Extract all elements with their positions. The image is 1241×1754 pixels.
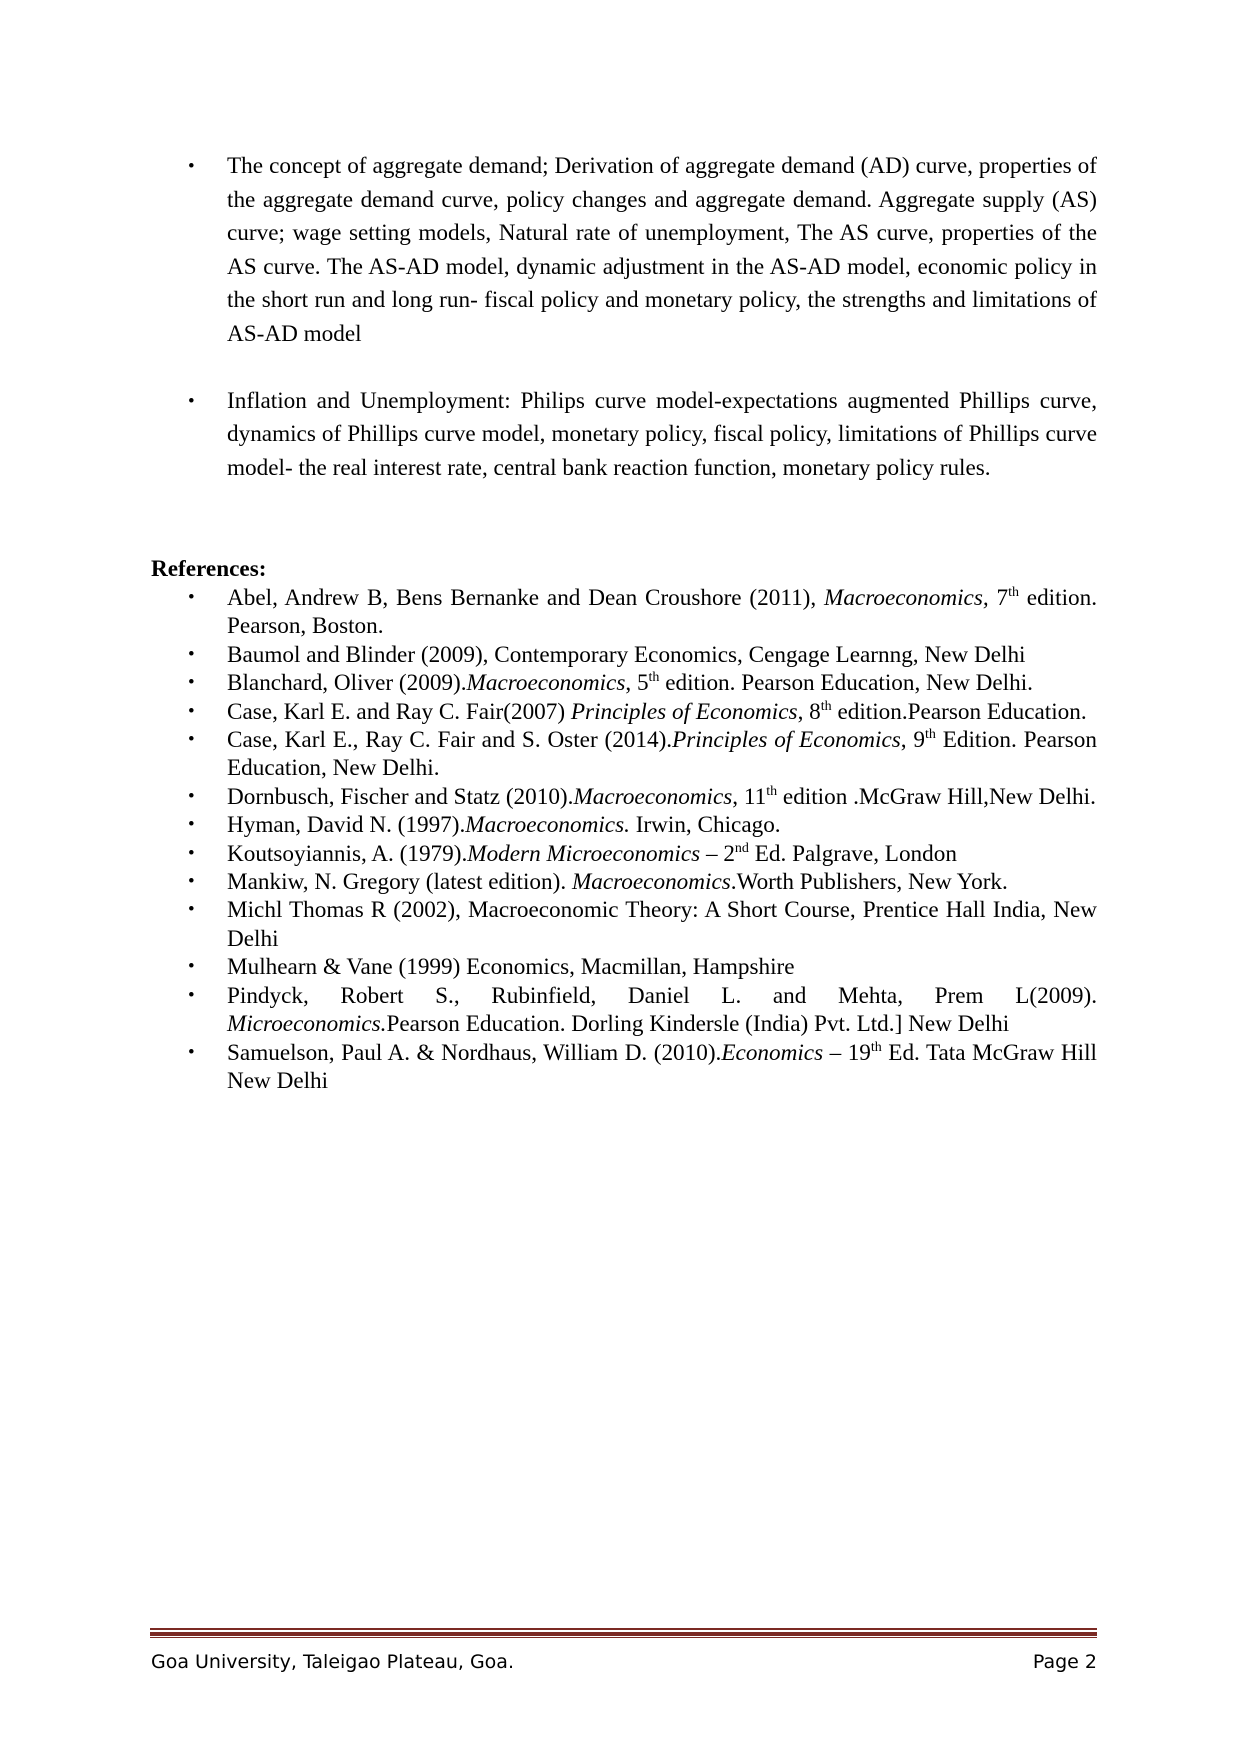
reference-item bbox=[150, 982, 1097, 1039]
reference-edition-suffix: th bbox=[766, 783, 778, 799]
reference-edition: , 5 bbox=[625, 670, 649, 697]
reference-publisher: Edition. Pearson Education, New Delhi. bbox=[227, 727, 1097, 782]
reference-authors: Michl Thomas R (2002), Macroeconomic Theory: A Short Course, Prentice Hall India, New Delhi bbox=[227, 897, 1097, 952]
reference-item bbox=[150, 584, 1097, 641]
bullet-icon: • bbox=[188, 814, 195, 836]
page-number: Page 2 bbox=[1032, 1651, 1097, 1673]
reference-authors: Abel, Andrew B, Bens Bernanke and Dean Croushore (2011), bbox=[227, 585, 825, 611]
topic-text: The concept of aggregate demand; Derivation of aggregate demand (AD) curve, properties of the aggregate demand curve, policy changes and aggregate demand. Aggregate supply (AS) curve; wage setting models, Natural rate of unemployment, The AS curve, properties of the AS curve. The AS-AD model, dynamic adjustment in the AS-AD model, economic policy in the short run and long run- fiscal policy and monetary policy, the strengths and limitations of AS-AD model bbox=[227, 153, 1097, 347]
reference-publisher: Ed. Palgrave, London bbox=[748, 840, 957, 867]
reference-authors: Case, Karl E. and Ray C. Fair(2007) bbox=[227, 698, 571, 725]
reference-item bbox=[150, 896, 1097, 953]
reference-edition: 7 bbox=[988, 585, 1009, 611]
reference-item bbox=[150, 1039, 1097, 1096]
bullet-icon: • bbox=[188, 672, 195, 694]
reference-title: Principles of Economics bbox=[672, 727, 901, 754]
reference-authors: Samuelson, Paul A. & Nordhaus, William D. (2010). bbox=[227, 1039, 722, 1066]
reference-authors: Case, Karl E., Ray C. Fair and S. Oster (2014). bbox=[227, 727, 673, 754]
reference-item bbox=[150, 868, 1097, 896]
reference-edition: , 8 bbox=[797, 698, 821, 725]
reference-edition: – 19 bbox=[823, 1039, 871, 1066]
reference-authors: Mulhearn & Vane (1999) Economics, Macmillan, Hampshire bbox=[227, 954, 795, 981]
reference-edition-suffix: th bbox=[820, 698, 832, 714]
bullet-icon: • bbox=[188, 729, 195, 751]
topic-item bbox=[150, 150, 1097, 352]
bullet-icon: • bbox=[188, 156, 195, 177]
references-heading: References: bbox=[151, 556, 267, 582]
reference-publisher: .Worth Publishers, New York. bbox=[730, 869, 1008, 896]
reference-title: Microeconomics. bbox=[227, 1011, 387, 1038]
reference-item bbox=[150, 698, 1097, 726]
reference-publisher: edition. Pearson, Boston. bbox=[227, 585, 1097, 640]
reference-item bbox=[150, 726, 1097, 783]
reference-publisher: Irwin, Chicago. bbox=[629, 812, 781, 839]
footer-divider-line bbox=[150, 1628, 1097, 1630]
bullet-icon: • bbox=[188, 956, 195, 978]
bullet-icon: • bbox=[188, 899, 195, 921]
footer-divider-line bbox=[150, 1632, 1097, 1636]
reference-publisher: edition .McGraw Hill,New Delhi. bbox=[777, 783, 1096, 810]
reference-edition-suffix: th bbox=[925, 727, 936, 743]
reference-title: Modern Microeconomics bbox=[467, 840, 701, 867]
reference-item bbox=[150, 641, 1097, 669]
bullet-icon: • bbox=[188, 390, 195, 412]
reference-title: Macroeconomics bbox=[466, 670, 626, 697]
reference-title: Principles of Economics bbox=[570, 698, 798, 725]
reference-item bbox=[150, 783, 1097, 811]
reference-authors: Hyman, David N. (1997). bbox=[227, 812, 466, 839]
bullet-icon: • bbox=[188, 587, 195, 608]
reference-item bbox=[150, 669, 1097, 697]
reference-title: Macroeconomics. bbox=[465, 812, 630, 839]
footer-institution: Goa University, Taleigao Plateau, Goa. bbox=[151, 1651, 514, 1673]
topic-text: Inflation and Unemployment: Philips curve model-expectations augmented Phillips curve, dynamics of Phillips curve model, monetary policy, fiscal policy, limitations of Phillips curve model- the real interest rate, central bank reaction function, monetary policy rules. bbox=[227, 387, 1097, 481]
topic-item bbox=[150, 385, 1097, 486]
reference-authors: Pindyck, Robert S., Rubinfield, Daniel L. and Mehta, Prem L(2009). bbox=[227, 982, 1097, 1009]
reference-authors: Koutsoyiannis, A. (1979). bbox=[227, 840, 468, 867]
reference-publisher: edition.Pearson Education. bbox=[831, 698, 1087, 725]
bullet-icon: • bbox=[188, 700, 195, 722]
reference-authors: Mankiw, N. Gregory (latest edition). bbox=[227, 869, 572, 896]
reference-edition: – 2 bbox=[700, 840, 735, 867]
reference-edition: , 11 bbox=[732, 783, 767, 810]
reference-item bbox=[150, 953, 1097, 981]
bullet-icon: • bbox=[188, 785, 195, 807]
reference-authors: Baumol and Blinder (2009), Contemporary Economics, Cengage Learnng, New Delhi bbox=[227, 641, 1026, 668]
bullet-icon: • bbox=[188, 984, 195, 1006]
reference-edition-suffix: th bbox=[1008, 585, 1019, 600]
bullet-icon: • bbox=[188, 1041, 195, 1063]
bullet-icon: • bbox=[188, 643, 195, 665]
reference-edition: , 9 bbox=[900, 727, 925, 754]
reference-list bbox=[150, 584, 1097, 1095]
bullet-icon: • bbox=[188, 871, 195, 893]
reference-item bbox=[150, 840, 1097, 868]
footer-divider bbox=[150, 1628, 1097, 1638]
reference-publisher: Pearson Education. Dorling Kindersle (India) Pvt. Ltd.] New Delhi bbox=[386, 1011, 1010, 1038]
reference-title: Economics bbox=[721, 1039, 824, 1066]
reference-title: Macroeconomics, bbox=[824, 585, 989, 611]
reference-authors: Blanchard, Oliver (2009). bbox=[227, 670, 467, 697]
reference-publisher: edition. Pearson Education, New Delhi. bbox=[659, 670, 1033, 697]
reference-item bbox=[150, 811, 1097, 839]
reference-title: Macroeconomics bbox=[571, 869, 731, 896]
footer-divider-line bbox=[150, 1637, 1097, 1638]
reference-title: Macroeconomics bbox=[573, 783, 733, 810]
reference-authors: Dornbusch, Fischer and Statz (2010). bbox=[227, 783, 574, 810]
reference-edition-suffix: th bbox=[870, 1039, 882, 1055]
bullet-icon: • bbox=[188, 842, 195, 864]
syllabus-topic-list bbox=[150, 150, 1097, 485]
reference-edition-suffix: nd bbox=[734, 840, 749, 856]
reference-edition-suffix: th bbox=[648, 670, 660, 686]
reference-publisher: Ed. Tata McGraw Hill New Delhi bbox=[227, 1039, 1098, 1094]
